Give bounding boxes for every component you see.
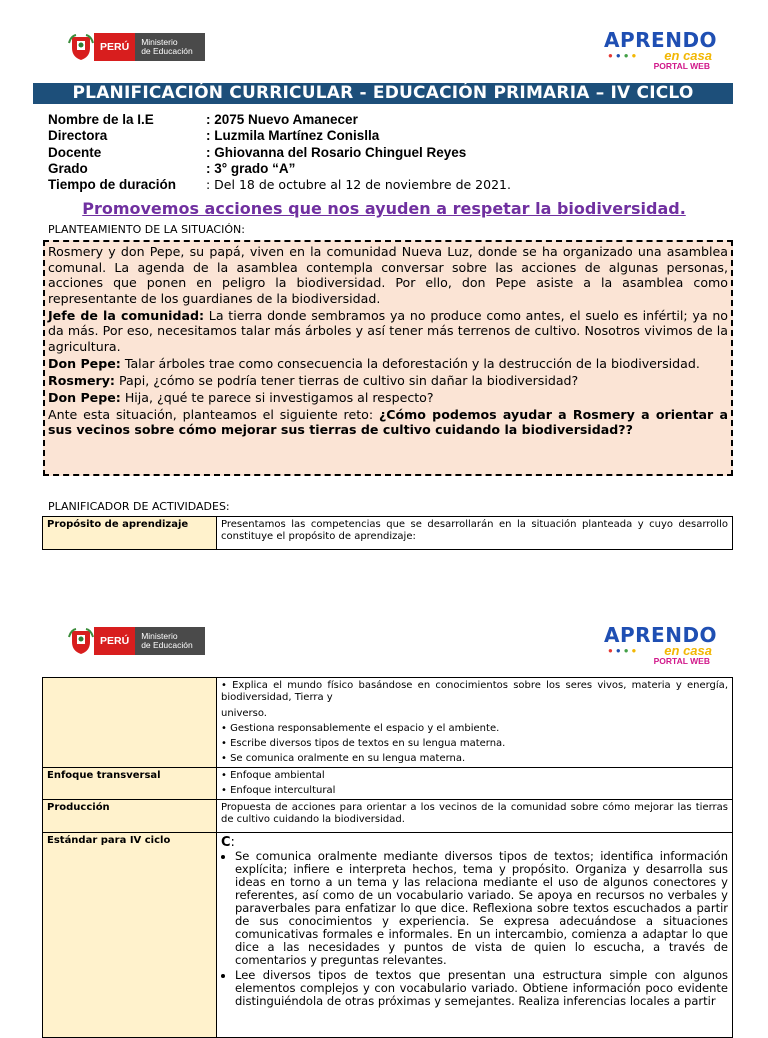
enfoque-item: • Enfoque intercultural [221, 785, 336, 796]
info-label: Nombre de la I.E [48, 112, 154, 127]
info-label: Grado [48, 160, 88, 176]
enfoque-cell [217, 768, 733, 800]
purpose-label: Propósito de aprendizaje [43, 517, 217, 550]
competency-item: • Gestiona responsablemente el espacio y el ambiente. [221, 723, 500, 734]
aprendo-word: APRENDO [604, 28, 718, 52]
en-casa-word: en casa [664, 48, 712, 63]
ministry-line2: de Educación [141, 46, 193, 56]
info-value: : Ghiovanna del Rosario Chinguel Reyes [206, 144, 467, 160]
produccion-label: Producción [43, 800, 217, 833]
info-label: Directora [48, 128, 108, 144]
decorative-dots: ●●●● [608, 51, 640, 60]
speaker-name: Don Pepe: [48, 389, 121, 405]
portal-web-word: PORTAL WEB [653, 656, 710, 666]
speaker-name: Jefe de la comunidad: [48, 307, 205, 323]
coat-of-arms-icon [68, 627, 94, 655]
coat-of-arms-icon [68, 33, 94, 61]
info-value: : Del 18 de octubre al 12 de noviembre de 2021. [206, 177, 511, 193]
peru-label: PERÚ [94, 33, 135, 61]
dialogue-text: Hija, ¿qué te parece si investigamos al respecto? [120, 389, 434, 405]
planner-table-continued [42, 677, 733, 1038]
table-row [43, 678, 733, 768]
competency-item: universo. [221, 708, 267, 719]
situation-box [43, 240, 733, 476]
competency-item: • Explica el mundo físico basándose en conocimientos sobre los seres vivos, materia y energía, biodiversidad, Tierra y [221, 680, 728, 703]
planner-label: PLANIFICADOR DE ACTIVIDADES: [48, 500, 230, 513]
situation-dialogue [48, 308, 728, 355]
purpose-text: Presentamos las competencias que se desarrollarán en la situación planteada y cuyo desarrollo constituye el propósito de aprendizaje: [217, 517, 733, 550]
situation-dialogue [48, 356, 728, 372]
aprendo-en-casa-logo-page2 [604, 625, 716, 667]
info-row-grade [48, 161, 511, 177]
ministry-logo-page2 [68, 627, 205, 655]
portal-web-word: PORTAL WEB [653, 61, 710, 71]
en-casa-word: en casa [664, 643, 712, 658]
info-row-school [48, 112, 511, 128]
table-row [43, 517, 733, 550]
list-item: • Se comunica oralmente mediante diversos tipos de textos; identifica información explícita; infiere e interpreta hechos, tema y propósito. Organiza y desarrolla sus ideas en torno a un tema y las relaciona mediante el uso de algunos conectores y referentes, así como de un vocabulario variado. Se apoya en recursos no verbales y paraverbales para enfatizar lo que dice. Reflexiona sobre textos escuchados a partir de sus conocimientos y experiencia. Se expresa adecuándose a situaciones comunicativas formales e informales. En un intercambio, comienza a adaptar lo que dice a las necesidades y puntos de vista de quien lo escucha, a través de comentarios y preguntas relevantes. [235, 850, 728, 967]
table-row [43, 833, 733, 1038]
ministry-line1: Ministerio [141, 630, 178, 641]
planner-table [42, 516, 733, 550]
aprendo-word: APRENDO [604, 623, 718, 647]
situation-dialogue [48, 373, 728, 389]
estandar-heading [221, 835, 728, 850]
info-value: : 2075 Nuevo Amanecer [206, 112, 358, 127]
table-row [43, 768, 733, 800]
situation-paragraph: Rosmery y don Pepe, su papá, viven en la comunidad Nueva Luz, donde se ha organizado una asamblea comunal. La agenda de la asamblea contempla conversar sobre las acciones de algunas personas, acciones que ponen en peligro la biodiversidad. Por ello, don Pepe asiste a la asamblea como representante de los guardianes de la biodiversidad. [48, 244, 728, 306]
enfoque-label: Enfoque transversal [43, 768, 217, 800]
competencies-label [43, 678, 217, 768]
ministry-logo [68, 33, 205, 61]
unit-subtitle: Promovemos acciones que nos ayuden a respetar la biodiversidad. [82, 199, 686, 218]
produccion-text: Propuesta de acciones para orientar a los vecinos de la comunidad sobre cómo mejorar las tierras de cultivo cuidando la biodiversidad. [217, 800, 733, 833]
dialogue-text: Papi, ¿cómo se podría tener tierras de cultivo sin dañar la biodiversidad? [114, 372, 579, 388]
info-label: Docente [48, 144, 102, 160]
school-info [48, 112, 511, 193]
peru-label: PERÚ [94, 627, 135, 655]
dialogue-text: La tierra donde sembramos ya no produce como antes, el suelo es infértil; ya no da más. Por eso, necesitamos talar más árboles y así tener más terrenos de cultivo. Nosotros vivimos de la agricultura. [48, 307, 729, 354]
dialogue-text: Talar árboles trae como consecuencia la deforestación y la destrucción de la biodiversidad. [120, 355, 700, 371]
decorative-dots: ●●●● [608, 646, 640, 655]
challenge-question: ¿Cómo podemos ayudar a Rosmery a orientar a sus vecinos sobre cómo mejorar sus tierras de cultivo cuidando la biodiversidad?? [48, 406, 728, 437]
speaker-name: Don Pepe: [48, 355, 121, 371]
page-title: PLANIFICACIÓN CURRICULAR - EDUCACIÓN PRIMARIA – IV CICLO [33, 83, 733, 104]
ministry-line1: Ministerio [141, 36, 178, 47]
estandar-colon: : [230, 835, 235, 850]
situation-dialogue [48, 390, 728, 406]
info-label: Tiempo de duración [48, 177, 177, 193]
estandar-letter: C [221, 835, 231, 850]
ministry-name [135, 627, 205, 655]
info-row-director [48, 128, 511, 144]
challenge-intro: Ante esta situación, planteamos el siguiente reto: [48, 406, 379, 422]
ministry-line2: de Educación [141, 640, 193, 650]
situation-label: PLANTEAMIENTO DE LA SITUACIÓN: [48, 223, 245, 236]
competencies-cell [217, 678, 733, 768]
estandar-label: Estándar para IV ciclo [43, 833, 217, 1038]
competency-item: • Se comunica oralmente en su lengua materna. [221, 753, 466, 764]
situation-challenge [48, 407, 728, 438]
aprendo-en-casa-logo [604, 30, 716, 72]
info-value: : Luzmila Martínez Conislla [206, 128, 380, 144]
competency-item: • Escribe diversos tipos de textos en su lengua materna. [221, 738, 506, 749]
estandar-cell [217, 833, 733, 1038]
estandar-list [221, 850, 728, 1008]
info-row-duration [48, 177, 511, 193]
info-row-teacher [48, 145, 511, 161]
enfoque-item: • Enfoque ambiental [221, 770, 325, 781]
list-item: • Lee diversos tipos de textos que presentan una estructura simple con algunos elementos complejos y con vocabulario variado. Obtiene información poco evidente distinguiéndola de otras próximas y semejantes. Realiza inferencias locales a partir [235, 969, 728, 1008]
speaker-name: Rosmery: [48, 372, 115, 388]
table-row [43, 800, 733, 833]
ministry-name [135, 33, 205, 61]
info-value: : 3° grado “A” [206, 160, 296, 176]
